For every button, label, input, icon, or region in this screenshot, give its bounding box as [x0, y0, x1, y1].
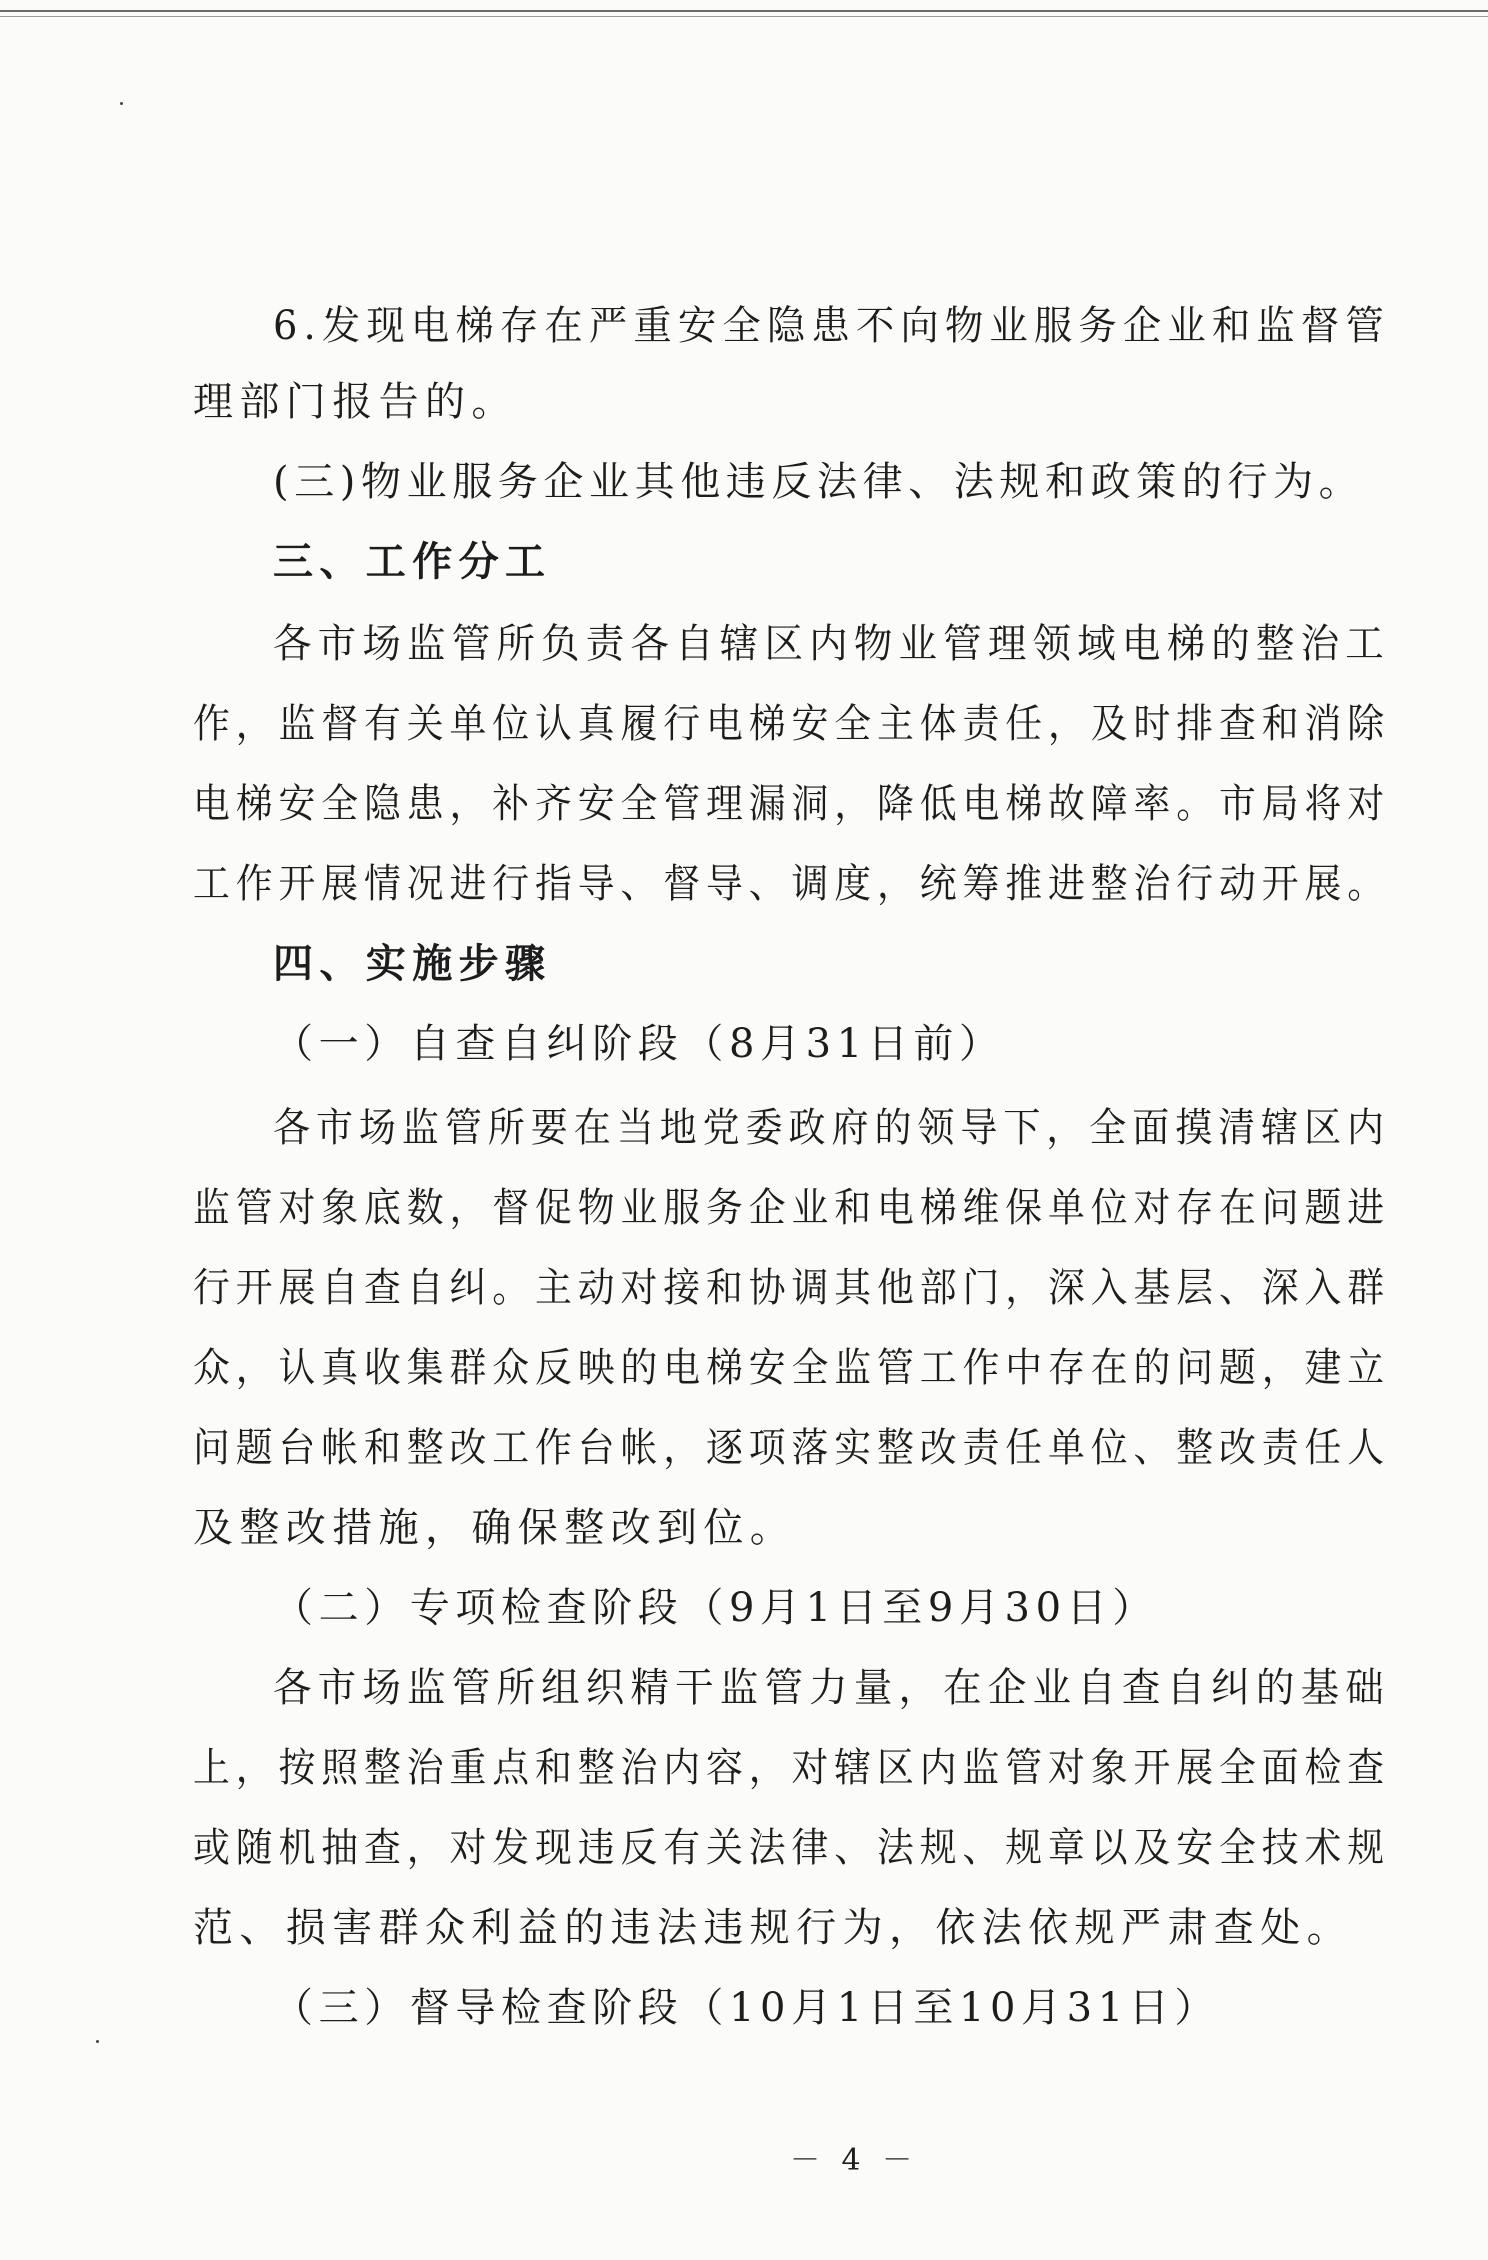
paragraph-line: 行开展自查自纠。主动对接和协调其他部门，深入基层、深入群 — [193, 1265, 1390, 1311]
paragraph-line: 或随机抽查，对发现违反有关法律、法规、规章以及安全技术规 — [193, 1825, 1390, 1871]
paragraph-line: 及整改措施，确保整改到位。 — [193, 1505, 797, 1551]
subsection-heading: （一）自查自纠阶段（8月31日前） — [273, 1021, 1005, 1067]
paragraph-line: 范、损害群众利益的违法违规行为，依法依规严肃查处。 — [193, 1905, 1353, 1951]
paragraph-line: 上，按照整治重点和整治内容，对辖区内监管对象开展全面检查 — [193, 1745, 1390, 1791]
paragraph-line: (三)物业服务企业其他违反法律、法规和政策的行为。 — [273, 459, 1365, 505]
paragraph-line: 6.发现电梯存在严重安全隐患不向物业服务企业和监督管 — [273, 303, 1390, 349]
paragraph-line: 电梯安全隐患，补齐安全管理漏洞，降低电梯故障率。市局将对 — [193, 781, 1390, 827]
subsection-heading: （三）督导检查阶段（10月1日至10月31日） — [273, 1985, 1220, 2031]
subsection-heading: （二）专项检查阶段（9月1日至9月30日） — [273, 1585, 1158, 1631]
paragraph-line: 各市场监管所负责各自辖区内物业管理领域电梯的整治工 — [273, 621, 1390, 667]
section-heading: 三、工作分工 — [273, 539, 552, 585]
paragraph-line: 众，认真收集群众反映的电梯安全监管工作中存在的问题，建立 — [193, 1345, 1390, 1391]
paragraph-line: 问题台帐和整改工作台帐，逐项落实整改责任单位、整改责任人 — [193, 1425, 1390, 1471]
paragraph-line: 监管对象底数，督促物业服务企业和电梯维保单位对存在问题进 — [193, 1185, 1390, 1231]
section-heading: 四、实施步骤 — [273, 941, 552, 987]
paragraph-line: 作，监督有关单位认真履行电梯安全主体责任，及时排查和消除 — [193, 701, 1390, 747]
paragraph-line: 工作开展情况进行指导、督导、调度，统筹推进整治行动开展。 — [193, 861, 1390, 907]
scan-speck — [120, 102, 123, 105]
top-border-line-secondary — [0, 16, 1488, 17]
paragraph-line: 各市场监管所要在当地党委政府的领导下，全面摸清辖区内 — [273, 1105, 1391, 1151]
paragraph-line: 各市场监管所组织精干监管力量，在企业自查自纠的基础 — [273, 1665, 1390, 1711]
top-border-line — [0, 10, 1488, 12]
scan-speck — [96, 2040, 99, 2043]
paragraph-line: 理部门报告的。 — [193, 379, 518, 425]
page-number: － 4 － — [790, 2143, 919, 2178]
